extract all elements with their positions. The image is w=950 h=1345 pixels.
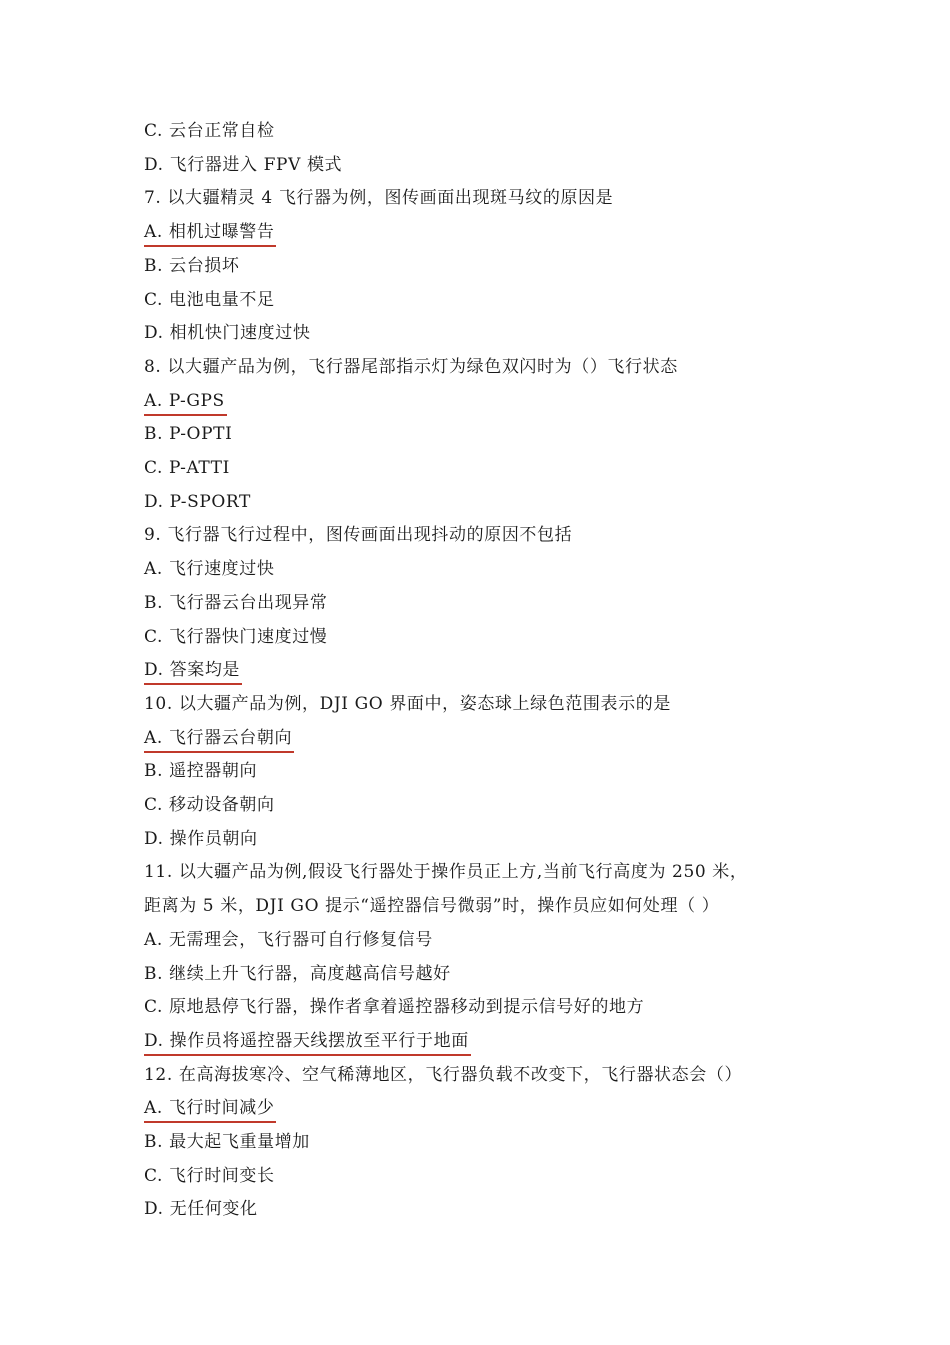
text-line (144, 1058, 742, 1092)
text-line (144, 552, 274, 586)
text-line (144, 1192, 258, 1226)
line-text: 9. 飞行器飞行过程中，图传画面出现抖动的原因不包括 (144, 525, 573, 546)
answer-option-line (144, 721, 294, 755)
line-text: B. 继续上升飞行器，高度越高信号越好 (144, 963, 451, 984)
text-line (144, 788, 275, 822)
text-line (144, 923, 433, 957)
highlighted-answer: D. 操作员将遥控器天线摆放至平行于地面 (144, 1028, 471, 1056)
text-line (144, 283, 275, 317)
line-text: C. 电池电量不足 (144, 289, 275, 310)
text-line (144, 957, 451, 991)
text-line (144, 754, 257, 788)
line-text: 8. 以大疆产品为例，飞行器尾部指示灯为绿色双闪时为（）飞行状态 (144, 356, 678, 377)
text-line (144, 518, 572, 552)
line-text: C. 飞行时间变长 (144, 1165, 275, 1186)
text-line (144, 687, 671, 721)
text-line (144, 451, 230, 485)
answer-option-line (144, 215, 276, 249)
text-line (144, 417, 232, 451)
text-line (144, 1159, 275, 1193)
answer-option-line (144, 384, 227, 418)
line-text: C. P-ATTI (144, 458, 230, 478)
line-text: D. 相机快门速度过快 (144, 323, 311, 344)
line-text: D. 无任何变化 (144, 1199, 258, 1220)
line-text: 10. 以大疆产品为例，DJI GO 界面中，姿态球上绿色范围表示的是 (144, 693, 671, 714)
line-text: C. 原地悬停飞行器，操作者拿着遥控器移动到提示信号好的地方 (144, 997, 645, 1018)
text-line (144, 990, 644, 1024)
line-text: 12. 在高海拔寒冷、空气稀薄地区，飞行器负载不改变下，飞行器状态会（） (144, 1064, 743, 1085)
highlighted-answer: A. P-GPS (144, 388, 227, 416)
text-line (144, 889, 719, 923)
line-text: D. 操作员朝向 (144, 828, 258, 849)
highlighted-answer: D. 答案均是 (144, 657, 242, 685)
answer-option-line (144, 653, 242, 687)
line-text: A. 无需理会，飞行器可自行修复信号 (144, 929, 433, 950)
answer-option-line (144, 1091, 276, 1125)
text-line (144, 855, 748, 889)
highlighted-answer: A. 飞行器云台朝向 (144, 725, 294, 753)
line-text: B. 最大起飞重量增加 (144, 1132, 310, 1152)
text-line (144, 249, 240, 283)
line-text: C. 飞行器快门速度过慢 (144, 626, 328, 647)
highlighted-answer: A. 相机过曝警告 (144, 219, 276, 247)
highlighted-answer: A. 飞行时间减少 (144, 1095, 276, 1123)
line-text: A. 飞行速度过快 (144, 559, 275, 580)
text-line (144, 350, 678, 384)
line-text: C. 云台正常自检 (144, 121, 275, 141)
text-line (144, 586, 328, 620)
text-line (144, 822, 258, 856)
line-text: 11. 以大疆产品为例,假设飞行器处于操作员正上方,当前飞行高度为 250 米， (144, 862, 748, 883)
line-text: B. 飞行器云台出现异常 (144, 592, 328, 613)
line-text: 距离为 5 米，DJI GO 提示“遥控器信号微弱”时，操作员应如何处理（ ） (144, 896, 720, 917)
line-text: B. 遥控器朝向 (144, 761, 258, 782)
text-line (144, 181, 613, 215)
text-line (144, 485, 251, 519)
text-line (144, 114, 275, 148)
line-text: D. 飞行器进入 FPV 模式 (144, 154, 343, 175)
line-text: D. P-SPORT (144, 491, 251, 512)
text-line (144, 316, 310, 350)
text-line (144, 620, 327, 654)
text-line (144, 1125, 310, 1159)
line-text: B. 云台损坏 (144, 255, 240, 276)
answer-option-line (144, 1024, 471, 1058)
line-text: B. P-OPTI (144, 424, 233, 445)
line-text: 7. 以大疆精灵 4 飞行器为例，图传画面出现斑马纹的原因是 (144, 188, 614, 209)
line-text: C. 移动设备朝向 (144, 795, 275, 815)
text-line (144, 148, 342, 182)
